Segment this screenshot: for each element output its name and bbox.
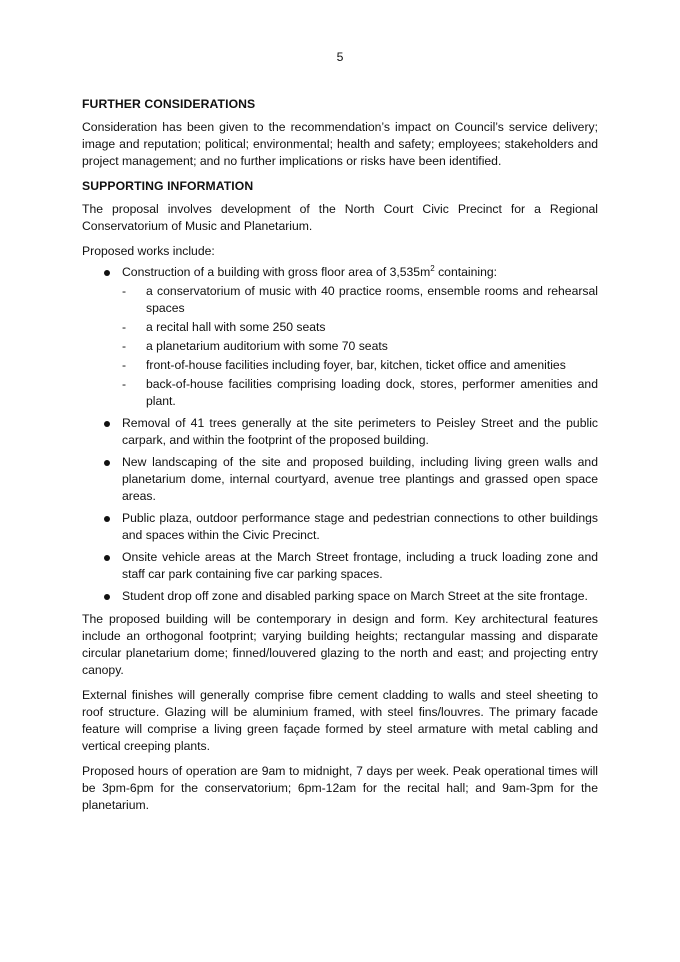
further-considerations-heading: FURTHER CONSIDERATIONS (82, 97, 256, 111)
sub-list-item: - a planetarium auditorium with some 70 seats (122, 339, 388, 353)
list-item-text: Public plaza, outdoor performance stage and pedestrian connections to other buildings and spaces within the Civic Precinct. (122, 511, 598, 542)
bullet-icon (104, 421, 110, 427)
list-item (82, 264, 598, 410)
bullet-icon (104, 555, 110, 561)
dash-icon: - (122, 358, 127, 372)
list-item (82, 454, 598, 505)
design-paragraph: The proposed building will be contemporary in design and form. Key architectural features include an orthogonal footprint; varying building heights; rectangular massing and disparate circular planetarium dome; finned/louvered glazing to the north and east; and projecting entry canopy. (82, 612, 598, 677)
bullet-icon (104, 516, 110, 522)
bullet-icon (104, 270, 110, 276)
list-item-text: Onsite vehicle areas at the March Street frontage, including a truck loading zone and staff car park containing five car parking spaces. (122, 550, 598, 581)
dash-icon: - (122, 284, 127, 298)
list-item-text: New landscaping of the site and proposed building, including living green walls and planetarium dome, internal courtyard, avenue tree plantings and grassed open space areas. (122, 455, 598, 503)
bullet-icon (104, 594, 110, 600)
list-item-text: Construction of a building with gross floor area of $3,535m^2$ containing: (122, 264, 498, 279)
list-item-text: Student drop off zone and disabled parking space on March Street at the site frontage. (122, 589, 588, 603)
bullet-icon (104, 460, 110, 466)
supporting-intro-text: The proposal involves development of the North Court Civic Precinct for a Regional Conservatorium of Music and Planetarium. (82, 202, 598, 233)
list-item (82, 588, 598, 605)
list-item (82, 415, 598, 449)
sub-list-item: - a recital hall with some 250 seats (122, 320, 326, 334)
finishes-paragraph: External finishes will generally comprise fibre cement cladding to walls and steel sheeting to roof structure. Glazing will be aluminium framed, with steel fins/louvres. The primary facade feature will comprise a living green façade formed by steel armature with metal cabling and vertical creeping plants. (82, 688, 598, 753)
sub-list-item: - back-of-house facilities comprising loading dock, stores, performer amenities and plant. (122, 377, 598, 408)
list-item (82, 549, 598, 583)
dash-icon: - (122, 377, 127, 391)
proposed-works-intro: Proposed works include: (82, 244, 215, 258)
proposed-works-list (82, 264, 598, 605)
dash-icon: - (122, 320, 127, 334)
list-item-text: Removal of 41 trees generally at the site perimeters to Peisley Street and the public carpark, and within the footprint of the proposed building. (122, 416, 598, 447)
list-item (82, 510, 598, 544)
page-number: 5 (336, 50, 344, 64)
sub-list-item: - a conservatorium of music with 40 practice rooms, ensemble rooms and rehearsal spaces (122, 284, 598, 315)
further-considerations-text: Consideration has been given to the recommendation’s impact on Council’s service delivery; image and reputation; political; environmental; health and safety; employees; stakeholders and project management; and no further implications or risks have been identified. (82, 120, 598, 168)
document-body (82, 96, 598, 822)
dash-icon: - (122, 339, 127, 353)
sub-list-item: - front-of-house facilities including foyer, bar, kitchen, ticket office and amenities (122, 358, 566, 372)
sub-list (122, 283, 598, 410)
hours-paragraph: Proposed hours of operation are 9am to midnight, 7 days per week. Peak operational times will be 3pm-6pm for the conservatorium; 6pm-12am for the recital hall; and 9am-3pm for the planetarium. (82, 764, 598, 812)
supporting-information-heading: SUPPORTING INFORMATION (82, 179, 254, 193)
